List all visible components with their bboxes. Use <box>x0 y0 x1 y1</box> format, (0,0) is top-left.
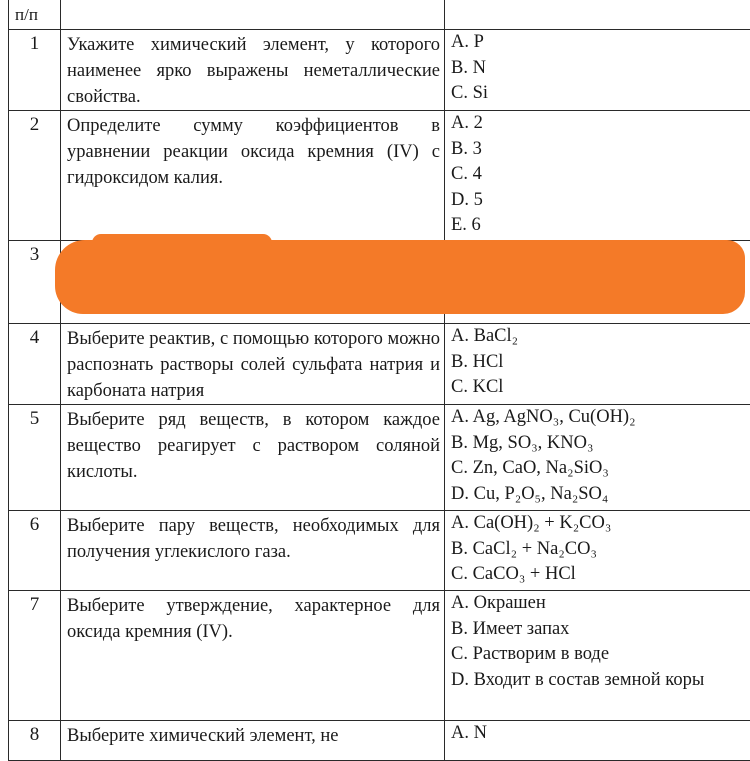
answer-option: B. CaCl₂ + Na₂CO₃ <box>445 537 750 563</box>
answer-option: C. Si <box>445 81 750 107</box>
row-number: 8 <box>9 721 61 761</box>
table-row <box>9 324 750 405</box>
row-number: 5 <box>9 405 61 511</box>
answer-options <box>445 405 750 511</box>
row-number: 1 <box>9 30 61 111</box>
answer-option: A. Ca(OH)₂ + K₂CO₃ <box>445 511 750 537</box>
row-number: 2 <box>9 111 61 241</box>
answer-option: B. HCl <box>445 350 750 376</box>
answer-options <box>445 511 750 591</box>
answer-option: C. 4 <box>445 162 750 188</box>
answer-options <box>445 721 750 761</box>
table-row <box>9 30 750 111</box>
answer-options <box>445 591 750 721</box>
quiz-table <box>8 0 750 761</box>
question-text: Определите сумму коэффициентов в уравнении реакции оксида кремния (IV) с гидроксидом калия. <box>61 111 445 241</box>
table-row <box>9 405 750 511</box>
table-row <box>9 591 750 721</box>
header-num-cell <box>9 0 61 30</box>
row-number: 3 <box>9 241 61 324</box>
row-number: 4 <box>9 324 61 405</box>
question-text: Выберите химический элемент, не <box>61 721 445 761</box>
header-row <box>9 0 750 30</box>
answer-option: A. N <box>445 721 750 747</box>
answer-option: B. Имеет запах <box>445 617 750 643</box>
question-text: Выберите ряд веществ, в котором каждое вещество реагирует с раствором соляной кислоты. <box>61 405 445 511</box>
answer-options <box>445 30 750 111</box>
answer-option: C. KCl <box>445 375 750 401</box>
answer-option: A. Ag, AgNO₃, Cu(OH)₂ <box>445 405 750 431</box>
answer-option: B. 3 <box>445 137 750 163</box>
redaction-overlay <box>92 234 272 252</box>
redaction-overlay <box>600 248 740 292</box>
question-text: Выберите реактив, с помощью которого можно распознать растворы солей сульфата натрия и карбоната натрия <box>61 324 445 405</box>
question-text: Укажите химический элемент, у которого наименее ярко выражены неметаллические свойства. <box>61 30 445 111</box>
answer-option: B. Mg, SO₃, KNO₃ <box>445 431 750 457</box>
header-question-cell <box>61 0 445 30</box>
answer-option: C. Zn, CaO, Na₂SiO₃ <box>445 456 750 482</box>
answer-option: D. 5 <box>445 188 750 214</box>
row-number: 7 <box>9 591 61 721</box>
answer-option: A. BaCl₂ <box>445 324 750 350</box>
answer-option: A. Окрашен <box>445 591 750 617</box>
answer-option: D. Входит в состав земной коры <box>445 668 750 694</box>
answer-option: A. P <box>445 30 750 56</box>
row-number: 6 <box>9 511 61 591</box>
answer-option: B. N <box>445 56 750 82</box>
answer-option: C. Растворим в воде <box>445 642 750 668</box>
answer-option: E. 6 <box>445 213 750 239</box>
answer-options <box>445 111 750 241</box>
table-row <box>9 721 750 761</box>
answer-option: C. CaCO₃ + HCl <box>445 562 750 588</box>
table-row <box>9 111 750 241</box>
answer-option: A. 2 <box>445 111 750 137</box>
table-row <box>9 511 750 591</box>
header-answer-cell <box>445 0 750 30</box>
question-text: Выберите пару веществ, необходимых для получения углекислого газа. <box>61 511 445 591</box>
answer-options <box>445 324 750 405</box>
answer-option: D. Cu, P₂O₅, Na₂SO₄ <box>445 482 750 508</box>
header-num-label: п/п <box>9 0 60 25</box>
question-text: Выберите утверждение, характерное для оксида кремния (IV). <box>61 591 445 721</box>
